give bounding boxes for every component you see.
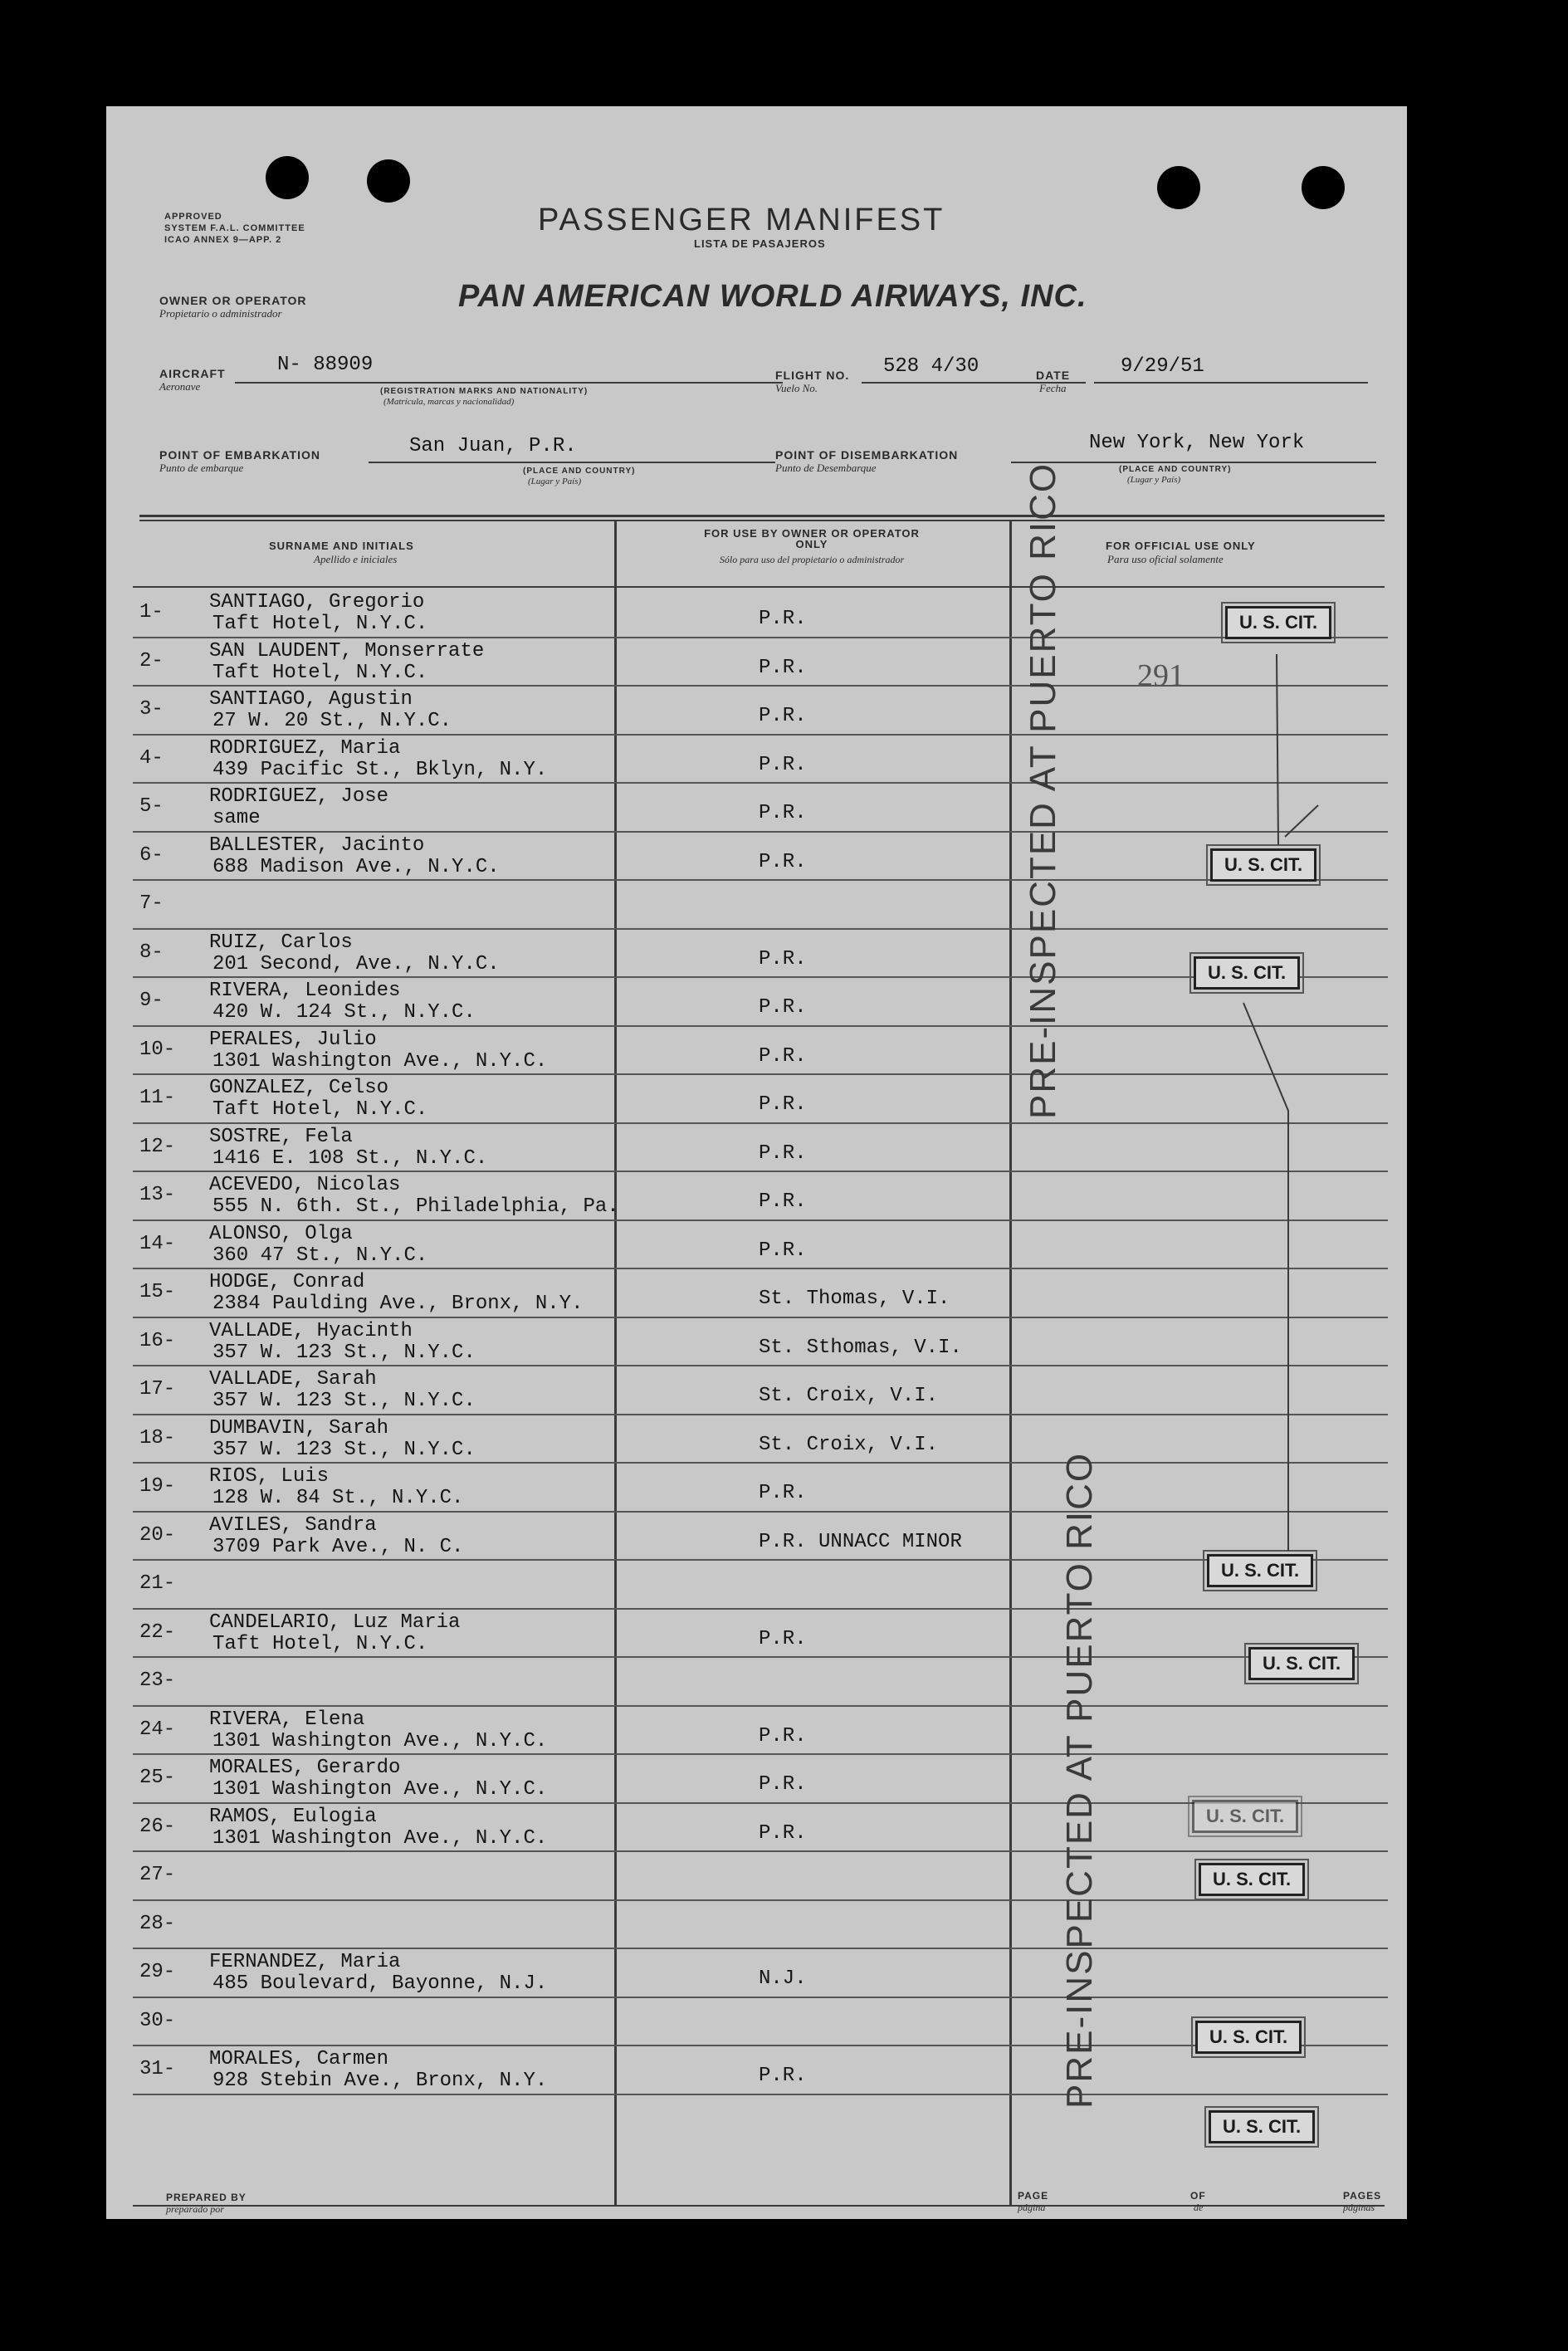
- passenger-name: SANTIAGO, Agustin: [209, 688, 413, 711]
- row-number: 22-: [139, 1620, 176, 1644]
- operator-note: P.R.: [759, 1093, 807, 1116]
- passenger-name: HODGE, Conrad: [209, 1271, 365, 1293]
- page-title: PASSENGER MANIFEST: [538, 203, 945, 237]
- us-citizen-stamp: U. S. CIT.: [1207, 1554, 1313, 1587]
- approval-line: APPROVED: [164, 212, 222, 222]
- passenger-name: ACEVEDO, Nicolas: [209, 1174, 401, 1196]
- passenger-address: Taft Hotel, N.Y.C.: [212, 1098, 428, 1121]
- operator-note: P.R. UNNACC MINOR: [759, 1530, 962, 1553]
- prepared-label-es: preparado por: [166, 2203, 224, 2215]
- passenger-address: 357 W. 123 St., N.Y.C.: [212, 1438, 476, 1461]
- us-citizen-stamp: U. S. CIT.: [1194, 956, 1300, 990]
- passenger-name: RIOS, Luis: [209, 1465, 330, 1488]
- flight-value: 528 4/30: [883, 355, 979, 378]
- operator-note: P.R.: [759, 1141, 807, 1165]
- column-header-official: FOR OFFICIAL USE ONLY: [1106, 540, 1256, 552]
- embark-place-note: (PLACE AND COUNTRY): [523, 467, 636, 476]
- column-header-owner-es: Sólo para uso del propietario o administrador: [719, 554, 905, 565]
- column-header-names-es: Apellido e iniciales: [314, 553, 398, 565]
- passenger-address: 555 N. 6th. St., Philadelphia, Pa.: [212, 1195, 619, 1218]
- date-label: DATE: [1036, 369, 1071, 382]
- row-number: 9-: [139, 990, 164, 1012]
- owner-label-es: Propietario o administrador: [159, 307, 282, 320]
- disembark-value: New York, New York: [1089, 432, 1305, 454]
- owner-label: OWNER OR OPERATOR: [159, 294, 307, 307]
- passenger-name: BALLESTER, Jacinto: [209, 833, 425, 857]
- of-label: OF: [1190, 2190, 1206, 2202]
- passenger-name: RODRIGUEZ, Maria: [209, 736, 401, 760]
- row-number: 20-: [139, 1523, 176, 1547]
- passenger-name: RIVERA, Leonides: [209, 980, 401, 1002]
- passenger-address: 1416 E. 108 St., N.Y.C.: [212, 1146, 488, 1170]
- passenger-address: 1301 Washington Ave., N.Y.C.: [212, 1826, 548, 1850]
- row-number: 4-: [139, 746, 164, 770]
- passenger-name: GONZALEZ, Celso: [209, 1077, 389, 1099]
- passenger-name: RAMOS, Eulogia: [209, 1805, 377, 1828]
- operator-note: P.R.: [759, 850, 807, 873]
- us-citizen-stamp: U. S. CIT.: [1248, 1647, 1355, 1680]
- row-number: 14-: [139, 1232, 176, 1255]
- row-number: 31-: [139, 2058, 176, 2080]
- passenger-name: MORALES, Gerardo: [209, 1757, 401, 1779]
- passenger-address: 3709 Park Ave., N. C.: [212, 1535, 464, 1558]
- row-number: 26-: [139, 1815, 176, 1838]
- operator-note: P.R.: [759, 802, 807, 824]
- row-number: 7-: [139, 892, 164, 915]
- passenger-address: 360 47 St., N.Y.C.: [212, 1244, 428, 1267]
- disembark-place-note-es: (Lugar y País): [1127, 475, 1181, 485]
- passenger-address: 1301 Washington Ave., N.Y.C.: [212, 1778, 548, 1801]
- passenger-name: VALLADE, Sarah: [209, 1368, 377, 1391]
- operator-note: P.R.: [759, 996, 807, 1019]
- page-label: PAGE: [1018, 2190, 1049, 2202]
- column-header-official-es: Para uso oficial solamente: [1107, 553, 1224, 565]
- operator-note: St. Croix, V.I.: [759, 1385, 939, 1407]
- disembark-place-note: (PLACE AND COUNTRY): [1119, 465, 1232, 474]
- approval-line: ICAO ANNEX 9—APP. 2: [164, 235, 282, 245]
- passenger-address: same: [212, 807, 261, 829]
- passenger-name: SAN LAUDENT, Monserrate: [209, 639, 485, 662]
- passenger-address: 1301 Washington Ave., N.Y.C.: [212, 1729, 548, 1752]
- aircraft-value: N- 88909: [277, 354, 374, 376]
- passenger-name: PERALES, Julio: [209, 1028, 377, 1051]
- row-number: 29-: [139, 1961, 176, 1983]
- passenger-address: 439 Pacific St., Bklyn, N.Y.: [212, 758, 548, 781]
- column-header-owner: FOR USE BY OWNER OR OPERATOR ONLY: [704, 527, 920, 550]
- row-number: 1-: [139, 601, 164, 623]
- row-number: 13-: [139, 1184, 176, 1206]
- operator-note: St. Croix, V.I.: [759, 1433, 939, 1456]
- operator-note: P.R.: [759, 2065, 807, 2087]
- row-number: 27-: [139, 1864, 176, 1886]
- date-value: 9/29/51: [1121, 355, 1204, 378]
- prepared-label: PREPARED BY: [166, 2192, 247, 2203]
- operator-note: P.R.: [759, 1239, 807, 1262]
- operator-note: P.R.: [759, 1482, 807, 1504]
- pen-marks: [106, 106, 1407, 2219]
- row-number: 5-: [139, 795, 164, 818]
- row-number: 30-: [139, 2009, 176, 2032]
- operator-note: P.R.: [759, 947, 807, 970]
- row-number: 2-: [139, 649, 164, 672]
- row-number: 6-: [139, 843, 164, 867]
- disembark-label-es: Punto de Desembarque: [775, 462, 877, 474]
- operator-note: P.R.: [759, 1773, 807, 1796]
- passenger-address: Taft Hotel, N.Y.C.: [212, 613, 428, 635]
- of-label-es: de: [1194, 2202, 1204, 2213]
- passenger-address: 128 W. 84 St., N.Y.C.: [212, 1487, 464, 1509]
- approval-line: SYSTEM F.A.L. COMMITTEE: [164, 223, 305, 233]
- passenger-name: RIVERA, Elena: [209, 1708, 365, 1731]
- passenger-name: VALLADE, Hyacinth: [209, 1319, 413, 1342]
- manifest-sheet: [106, 106, 1407, 2219]
- row-number: 16-: [139, 1329, 176, 1352]
- passenger-name: RODRIGUEZ, Jose: [209, 785, 389, 808]
- row-number: 23-: [139, 1669, 176, 1692]
- operator-note: N.J.: [759, 1967, 807, 1990]
- passenger-name: RUIZ, Carlos: [209, 931, 353, 954]
- operator-note: P.R.: [759, 753, 807, 776]
- column-header-names: SURNAME AND INITIALS: [269, 540, 414, 552]
- passenger-address: 420 W. 124 St., N.Y.C.: [212, 1001, 476, 1024]
- passenger-address: 27 W. 20 St., N.Y.C.: [212, 710, 452, 732]
- row-number: 17-: [139, 1378, 176, 1400]
- flight-label-es: Vuelo No.: [775, 382, 818, 394]
- operator-note: P.R.: [759, 1190, 807, 1213]
- us-citizen-stamp: U. S. CIT.: [1225, 606, 1331, 639]
- row-number: 10-: [139, 1038, 176, 1061]
- passenger-address: 357 W. 123 St., N.Y.C.: [212, 1341, 476, 1364]
- passenger-name: DUMBAVIN, Sarah: [209, 1416, 389, 1439]
- handwritten-number: 291: [1137, 658, 1185, 693]
- operator-note: St. Thomas, V.I.: [759, 1288, 950, 1310]
- row-number: 15-: [139, 1281, 176, 1303]
- us-citizen-stamp: U. S. CIT.: [1192, 1800, 1298, 1833]
- flight-label: FLIGHT NO.: [775, 369, 850, 382]
- us-citizen-stamp: U. S. CIT.: [1209, 2110, 1315, 2143]
- operator-note: P.R.: [759, 656, 807, 679]
- passenger-address: 485 Boulevard, Bayonne, N.J.: [212, 1972, 548, 1995]
- operator-note: P.R.: [759, 1724, 807, 1747]
- operator-note: P.R.: [759, 608, 807, 630]
- operator-name: PAN AMERICAN WORLD AIRWAYS, INC.: [458, 279, 1087, 314]
- aircraft-label: AIRCRAFT: [159, 367, 226, 380]
- pages-label: PAGES: [1343, 2190, 1382, 2202]
- pages-label-es: páginas: [1343, 2202, 1375, 2213]
- passenger-name: ALONSO, Olga: [209, 1222, 353, 1245]
- pre-inspected-stamp: PRE-INSPECTED AT PUERTO RICO: [1023, 462, 1063, 1119]
- passenger-address: 688 Madison Ave., N.Y.C.: [212, 855, 500, 878]
- operator-note: P.R.: [759, 1821, 807, 1845]
- passenger-address: 928 Stebin Ave., Bronx, N.Y.: [212, 2070, 548, 2092]
- row-number: 11-: [139, 1087, 176, 1109]
- passenger-address: 2384 Paulding Ave., Bronx, N.Y.: [212, 1293, 584, 1315]
- operator-note: P.R.: [759, 705, 807, 727]
- disembark-label: POINT OF DISEMBARKATION: [775, 448, 959, 462]
- embark-value: San Juan, P.R.: [409, 435, 577, 457]
- row-number: 25-: [139, 1767, 176, 1789]
- registration-note-es: (Matrícula, marcas y nacionalidad): [383, 397, 515, 407]
- passenger-address: 357 W. 123 St., N.Y.C.: [212, 1390, 476, 1412]
- row-number: 21-: [139, 1572, 176, 1595]
- passenger-name: SOSTRE, Fela: [209, 1125, 353, 1148]
- passenger-address: 1301 Washington Ave., N.Y.C.: [212, 1049, 548, 1073]
- row-number: 19-: [139, 1475, 176, 1498]
- passenger-name: MORALES, Carmen: [209, 2048, 389, 2070]
- passenger-address: 201 Second, Ave., N.Y.C.: [212, 952, 500, 975]
- pre-inspected-stamp: PRE-INSPECTED AT PUERTO RICO: [1059, 1451, 1100, 2109]
- operator-note: P.R.: [759, 1044, 807, 1068]
- operator-note: P.R.: [759, 1627, 807, 1650]
- us-citizen-stamp: U. S. CIT.: [1199, 1863, 1305, 1896]
- embark-place-note-es: (Lugar y País): [528, 477, 582, 486]
- embark-label-es: Punto de embarque: [159, 462, 244, 474]
- registration-note: (REGISTRATION MARKS AND NATIONALITY): [380, 387, 589, 396]
- row-number: 12-: [139, 1135, 176, 1158]
- us-citizen-stamp: U. S. CIT.: [1210, 848, 1316, 882]
- row-number: 28-: [139, 1912, 176, 1935]
- passenger-address: Taft Hotel, N.Y.C.: [212, 1632, 428, 1655]
- operator-note: St. Sthomas, V.I.: [759, 1336, 962, 1359]
- passenger-address: Taft Hotel, N.Y.C.: [212, 661, 428, 684]
- aircraft-label-es: Aeronave: [159, 380, 201, 393]
- page-subtitle: LISTA DE PASAJEROS: [694, 237, 826, 250]
- row-number: 18-: [139, 1426, 176, 1449]
- embark-label: POINT OF EMBARKATION: [159, 448, 320, 462]
- row-number: 3-: [139, 698, 164, 721]
- passenger-name: AVILES, Sandra: [209, 1513, 377, 1537]
- us-citizen-stamp: U. S. CIT.: [1195, 2021, 1302, 2054]
- passenger-name: CANDELARIO, Luz Maria: [209, 1611, 461, 1634]
- row-number: 8-: [139, 941, 164, 964]
- page-label-es: página: [1018, 2202, 1046, 2213]
- passenger-name: FERNANDEZ, Maria: [209, 1951, 401, 1973]
- row-number: 24-: [139, 1718, 176, 1741]
- passenger-name: SANTIAGO, Gregorio: [209, 591, 425, 613]
- date-label-es: Fecha: [1039, 382, 1067, 394]
